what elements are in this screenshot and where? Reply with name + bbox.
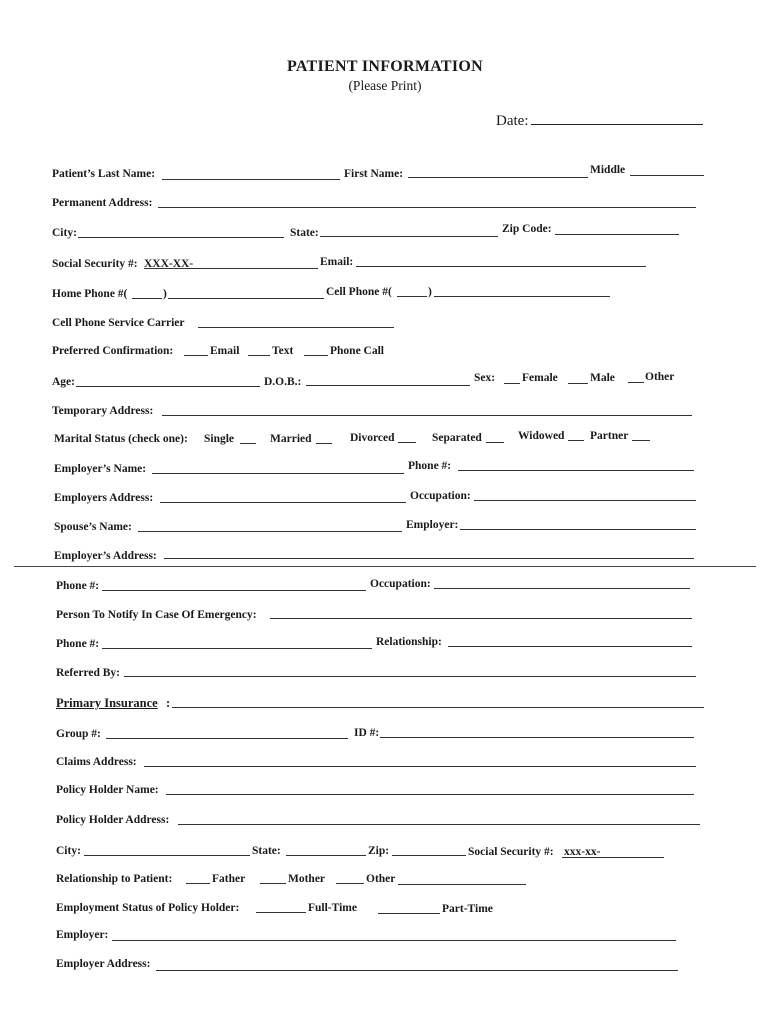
relationship-to-patient-label: Relationship to Patient: xyxy=(56,873,173,885)
form-title: PATIENT INFORMATION xyxy=(286,58,484,75)
holder-zip-line[interactable] xyxy=(392,855,466,856)
row-spouse-phone xyxy=(56,579,716,597)
sex-other-line[interactable] xyxy=(628,382,644,383)
marital-married-option: Married xyxy=(270,433,312,445)
first-name-label: First Name: xyxy=(344,168,404,180)
dob-line[interactable] xyxy=(306,385,470,386)
rel-mother-option: Mother xyxy=(288,873,326,885)
age-line[interactable] xyxy=(76,386,260,387)
part-time-option: Part-Time xyxy=(442,903,493,915)
last-name-label: Patient’s Last Name: xyxy=(52,168,156,180)
holder-city-label: City: xyxy=(56,845,81,857)
emergency-phone-line[interactable] xyxy=(102,648,372,649)
sex-male-line[interactable] xyxy=(568,383,588,384)
spouse-employer-address-label: Employer’s Address: xyxy=(54,550,157,562)
confirm-text-option: Text xyxy=(272,345,294,357)
holder-employer-address-line[interactable] xyxy=(156,970,678,971)
spouse-occupation-label: Occupation: xyxy=(370,578,431,590)
relationship-line[interactable] xyxy=(448,646,692,647)
holder-ssn-line[interactable] xyxy=(562,857,664,858)
marital-divorced-line[interactable] xyxy=(398,442,416,443)
row-emergency-phone xyxy=(56,637,716,655)
cell-phone-line[interactable] xyxy=(434,296,610,297)
holder-state-label: State: xyxy=(252,845,281,857)
email-label: Email: xyxy=(320,256,354,268)
id-line[interactable] xyxy=(380,737,694,738)
holder-zip-label: Zip: xyxy=(368,845,390,857)
full-time-option: Full-Time xyxy=(308,902,357,914)
home-phone-label: Home Phone #( xyxy=(52,288,128,300)
permanent-address-label: Permanent Address: xyxy=(52,197,153,209)
row-emergency-contact xyxy=(56,608,716,626)
row-referred-by xyxy=(56,666,716,684)
employer-name-line[interactable] xyxy=(152,473,404,474)
state-line[interactable] xyxy=(320,236,498,237)
date-label: Date: xyxy=(496,113,529,129)
temp-address-label: Temporary Address: xyxy=(52,405,154,417)
scan-divider-line xyxy=(14,566,756,567)
claims-address-line[interactable] xyxy=(144,766,696,767)
marital-widowed-option: Widowed xyxy=(518,430,565,442)
sex-female-line[interactable] xyxy=(504,383,520,384)
cell-phone-area-line[interactable] xyxy=(397,296,427,297)
date-line[interactable] xyxy=(531,112,703,125)
home-phone-line[interactable] xyxy=(168,298,324,299)
marital-label: Marital Status (check one): xyxy=(54,433,188,445)
confirm-email-option: Email xyxy=(210,345,240,357)
row-confirmation xyxy=(52,344,712,362)
middle-line[interactable] xyxy=(630,175,704,176)
emergency-label: Person To Notify In Case Of Emergency: xyxy=(56,609,257,621)
relationship-label: Relationship: xyxy=(376,636,442,648)
row-spouse-employer-address xyxy=(54,549,714,567)
sex-label: Sex: xyxy=(474,372,496,384)
last-name-line[interactable] xyxy=(162,179,340,180)
sex-female-option: Female xyxy=(522,372,558,384)
holder-employer-line[interactable] xyxy=(112,940,676,941)
scan-artifact xyxy=(707,34,708,42)
dob-label: D.O.B.: xyxy=(264,376,302,388)
zip-line[interactable] xyxy=(555,234,679,235)
marital-divorced-option: Divorced xyxy=(350,432,395,444)
row-carrier xyxy=(52,316,712,334)
holder-name-line[interactable] xyxy=(166,794,694,795)
spouse-phone-line[interactable] xyxy=(102,590,366,591)
id-label: ID #: xyxy=(354,727,380,739)
rel-father-option: Father xyxy=(212,873,246,885)
row-holder-city xyxy=(56,844,716,862)
marital-widowed-line[interactable] xyxy=(568,440,584,441)
row-holder-address xyxy=(56,813,716,831)
row-holder-employer-address xyxy=(56,957,716,975)
city-line[interactable] xyxy=(78,237,284,238)
employers-address-line[interactable] xyxy=(160,502,406,503)
row-holder-name xyxy=(56,783,716,801)
sex-male-option: Male xyxy=(590,372,615,384)
occupation-label: Occupation: xyxy=(410,490,471,502)
row-employer-name xyxy=(54,462,714,480)
row-employers-address xyxy=(54,491,714,509)
cell-phone-label: Cell Phone #( xyxy=(326,286,392,298)
primary-insurance-colon: : xyxy=(166,696,171,710)
employer-phone-line[interactable] xyxy=(458,470,694,471)
confirmation-label: Preferred Confirmation: xyxy=(52,345,174,357)
ssn-line[interactable] xyxy=(144,268,318,269)
home-phone-paren: ) xyxy=(163,288,167,300)
spouse-occupation-line[interactable] xyxy=(434,588,690,589)
spouse-phone-label: Phone #: xyxy=(56,580,100,592)
employer-phone-label: Phone #: xyxy=(408,460,452,472)
spouse-employer-label: Employer: xyxy=(406,519,459,531)
marital-separated-option: Separated xyxy=(432,432,482,444)
occupation-line[interactable] xyxy=(474,500,696,501)
city-label: City: xyxy=(52,227,77,239)
confirm-text-line[interactable] xyxy=(248,355,270,356)
referred-line[interactable] xyxy=(124,676,696,677)
row-spouse-name xyxy=(54,520,714,538)
row-group-id xyxy=(56,727,716,745)
part-time-line[interactable] xyxy=(378,913,440,914)
row-marital-status xyxy=(54,432,714,450)
permanent-address-line[interactable] xyxy=(158,207,696,208)
cell-phone-paren: ) xyxy=(428,286,432,298)
holder-ssn-label: Social Security #: xyxy=(468,846,554,858)
marital-married-line[interactable] xyxy=(316,443,332,444)
date-field[interactable] xyxy=(496,112,703,130)
row-city-state-zip xyxy=(52,223,712,244)
zip-label: Zip Code: xyxy=(502,223,552,235)
sex-other-option: Other xyxy=(645,371,675,383)
row-claims-address xyxy=(56,755,716,773)
primary-insurance-heading: Primary Insurance xyxy=(56,696,158,710)
confirm-call-option: Phone Call xyxy=(330,345,384,357)
holder-city-line[interactable] xyxy=(84,855,250,856)
marital-single-option: Single xyxy=(204,433,235,445)
row-relationship-to-patient xyxy=(56,872,716,890)
rel-other-option: Other xyxy=(366,873,396,885)
spouse-name-line[interactable] xyxy=(138,531,402,532)
marital-single-line[interactable] xyxy=(240,443,256,444)
rel-other-line[interactable] xyxy=(336,883,364,884)
employment-status-label: Employment Status of Policy Holder: xyxy=(56,902,240,914)
holder-employer-address-label: Employer Address: xyxy=(56,958,151,970)
group-line[interactable] xyxy=(106,738,348,739)
carrier-line[interactable] xyxy=(198,327,394,328)
row-phones xyxy=(52,287,712,305)
middle-label: Middle xyxy=(590,164,626,176)
ssn-label: Social Security #: xyxy=(52,258,138,270)
holder-address-line[interactable] xyxy=(178,824,700,825)
age-label: Age: xyxy=(52,376,75,388)
employers-address-label: Employers Address: xyxy=(54,492,154,504)
carrier-label: Cell Phone Service Carrier xyxy=(52,317,185,329)
row-ssn-email xyxy=(52,257,712,275)
row-holder-employer xyxy=(56,928,716,946)
spouse-name-label: Spouse’s Name: xyxy=(54,521,132,533)
spouse-employer-address-line[interactable] xyxy=(164,558,694,559)
row-primary-insurance xyxy=(56,696,716,716)
rel-mother-line[interactable] xyxy=(260,883,286,884)
first-name-line[interactable] xyxy=(408,177,588,178)
holder-state-line[interactable] xyxy=(286,855,366,856)
marital-partner-line[interactable] xyxy=(632,440,650,441)
emergency-phone-label: Phone #: xyxy=(56,638,100,650)
ssn-value: XXX-XX- xyxy=(144,258,194,270)
claims-address-label: Claims Address: xyxy=(56,756,137,768)
holder-ssn-value: xxx-xx- xyxy=(564,846,601,858)
confirm-email-line[interactable] xyxy=(184,355,208,356)
temp-address-line[interactable] xyxy=(162,415,692,416)
group-label: Group #: xyxy=(56,728,101,740)
full-time-line[interactable] xyxy=(256,912,306,913)
state-label: State: xyxy=(290,227,319,239)
row-permanent-address xyxy=(52,196,712,214)
row-age-dob-sex xyxy=(52,371,712,393)
confirm-call-line[interactable] xyxy=(304,355,328,356)
marital-partner-option: Partner xyxy=(590,430,629,442)
rel-other-specify-line[interactable] xyxy=(398,884,526,885)
employer-name-label: Employer’s Name: xyxy=(54,463,147,475)
email-line[interactable] xyxy=(356,266,646,267)
home-phone-area-line[interactable] xyxy=(132,298,162,299)
spouse-employer-line[interactable] xyxy=(460,529,696,530)
primary-insurance-line[interactable] xyxy=(172,707,704,708)
holder-address-label: Policy Holder Address: xyxy=(56,814,170,826)
row-employment-status xyxy=(56,901,716,919)
rel-father-line[interactable] xyxy=(186,883,210,884)
holder-name-label: Policy Holder Name: xyxy=(56,784,159,796)
row-patient-name xyxy=(52,164,712,185)
referred-label: Referred By: xyxy=(56,667,120,679)
marital-separated-line[interactable] xyxy=(486,442,504,443)
holder-employer-label: Employer: xyxy=(56,929,109,941)
row-temp-address xyxy=(52,404,712,422)
emergency-line[interactable] xyxy=(270,618,692,619)
form-subtitle: (Please Print) xyxy=(348,78,422,93)
